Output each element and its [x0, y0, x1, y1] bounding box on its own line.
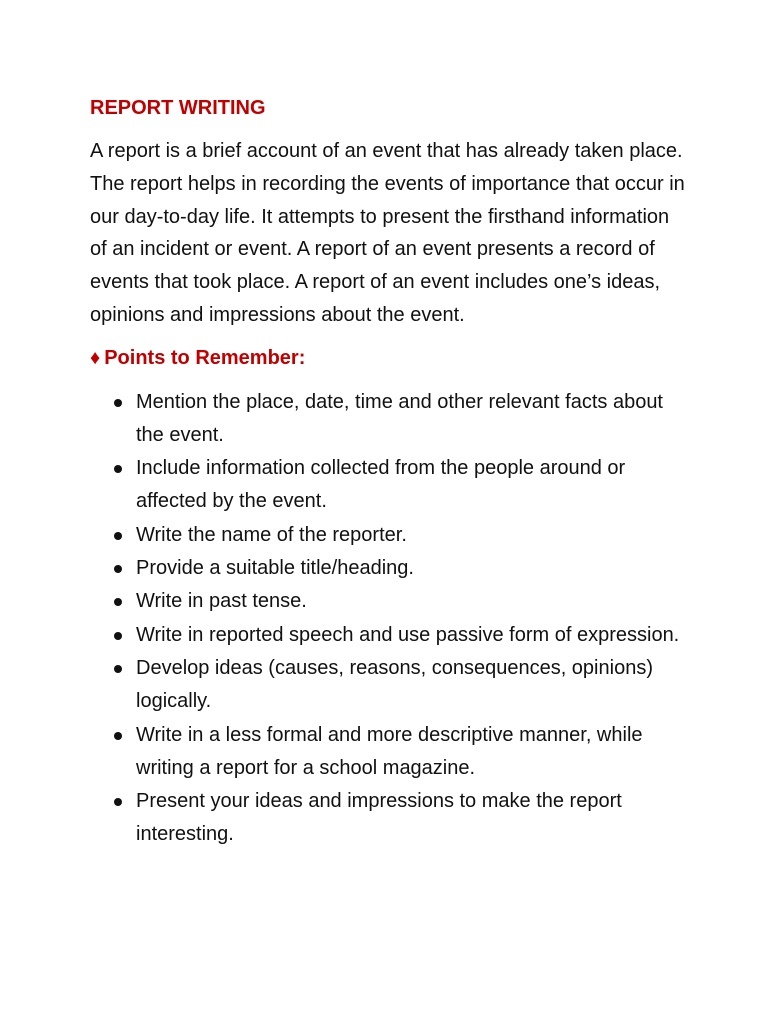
list-item	[90, 452, 690, 518]
list-item-text: Present your ideas and impressions to make the report interesting.	[136, 789, 622, 845]
list-item	[90, 652, 690, 718]
bullet-icon	[114, 598, 122, 606]
bullet-icon	[114, 399, 122, 407]
list-item-text: Include information collected from the people around or affected by the event.	[136, 457, 626, 513]
list-item-text: Write in past tense.	[136, 590, 307, 613]
list-item-text: Mention the place, date, time and other relevant facts about the event.	[136, 390, 663, 446]
list-item-text: Write in reported speech and use passive form of expression.	[136, 623, 680, 646]
bullet-icon	[114, 798, 122, 806]
list-item-text: Provide a suitable title/heading.	[136, 556, 414, 579]
bullet-icon	[114, 465, 122, 473]
points-heading	[90, 342, 690, 374]
bullet-icon	[114, 532, 122, 540]
list-item	[90, 552, 690, 585]
bullet-icon	[114, 732, 122, 740]
list-item	[90, 519, 690, 552]
list-item-text: Write the name of the reporter.	[136, 523, 407, 546]
list-item	[90, 386, 690, 452]
intro-paragraph: A report is a brief account of an event that has already taken place. The report helps in recording the events of importance that occur in our day-to-day life. It attempts to present the firsthand information of an incident or event. A report of an event presents a record of events that took place. A report of an event includes one’s ideas, opinions and impressions about the event.	[90, 140, 685, 326]
list-item	[90, 785, 690, 851]
list-item-text: Write in a less formal and more descriptive manner, while writing a report for a school magazine.	[136, 723, 643, 779]
list-item	[90, 619, 690, 652]
diamond-icon: ♦	[90, 346, 101, 369]
document-title: REPORT WRITING	[90, 97, 266, 119]
bullet-icon	[114, 665, 122, 673]
points-list	[90, 386, 690, 851]
list-item-text: Develop ideas (causes, reasons, consequences, opinions) logically.	[136, 657, 653, 713]
list-item	[90, 585, 690, 618]
list-item	[90, 719, 690, 785]
bullet-icon	[114, 565, 122, 573]
document-page	[90, 93, 690, 851]
points-heading-label: Points to Remember:	[104, 346, 306, 369]
bullet-icon	[114, 632, 122, 640]
